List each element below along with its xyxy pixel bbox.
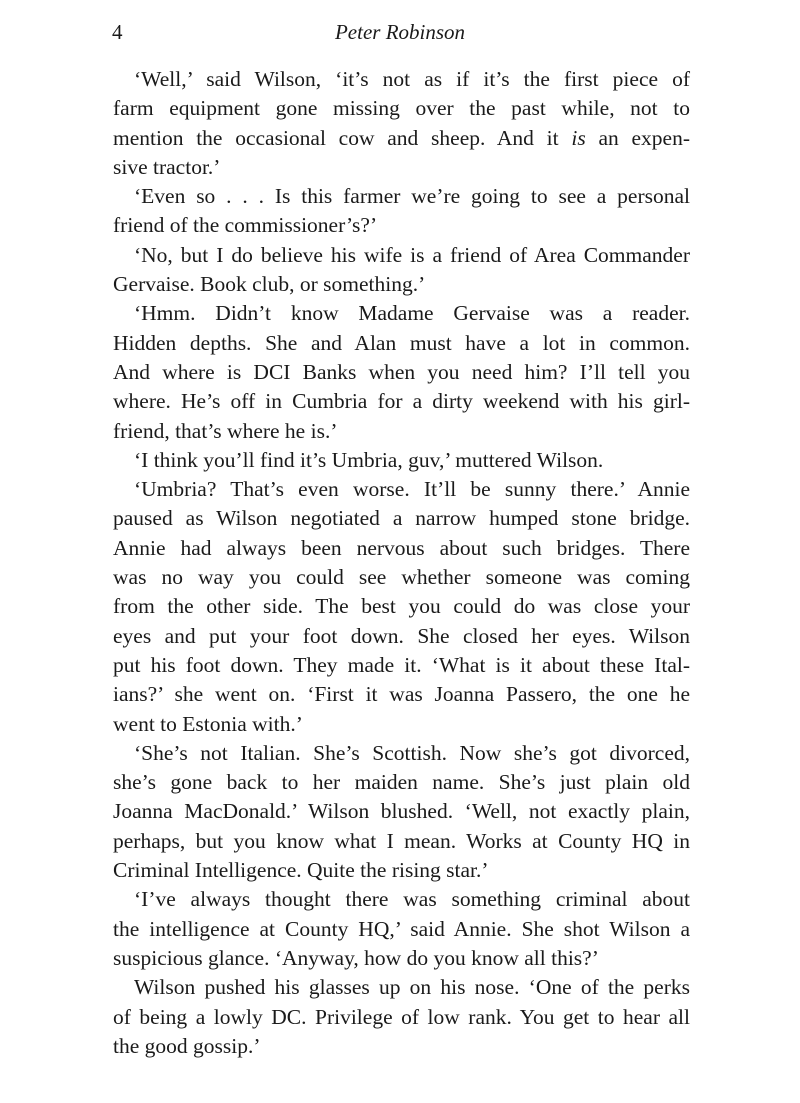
text-line: was no way you could see whether someone was coming <box>113 565 690 590</box>
text-line: the intelligence at County HQ,’ said Annie. She shot Wilson a <box>113 916 690 941</box>
text-line: Hidden depths. She and Alan must have a lot in common. <box>113 330 690 355</box>
text-line: Criminal Intelligence. Quite the rising star.’ <box>113 858 489 883</box>
text-line: where. He’s off in Cumbria for a dirty weekend with his girl- <box>113 389 690 414</box>
text-line: Gervaise. Book club, or something.’ <box>113 272 426 297</box>
text-line: the good gossip.’ <box>113 1033 261 1058</box>
text-line: ‘Even so . . . Is this farmer we’re going to see a personal <box>134 184 690 209</box>
text-line: she’s gone back to her maiden name. She’s just plain old <box>113 770 690 795</box>
text-line: ians?’ she went on. ‘First it was Joanna Passero, the one he <box>113 682 690 707</box>
text-line: Wilson pushed his glasses up on his nose. ‘One of the perks <box>134 975 690 1000</box>
text-line: put his foot down. They made it. ‘What is it about these Ital- <box>113 652 690 677</box>
text-line: ‘I think you’ll find it’s Umbria, guv,’ muttered Wilson. <box>134 447 604 472</box>
text-line <box>113 124 690 153</box>
body-text <box>113 65 690 1061</box>
text-line: friend, that’s where he is.’ <box>113 418 338 443</box>
text-line: farm equipment gone missing over the past while, not to <box>113 96 690 121</box>
text-line: ‘No, but I do believe his wife is a friend of Area Commander <box>134 242 690 267</box>
text-line: went to Estonia with.’ <box>113 711 303 736</box>
text-segment: mention the occasional cow and sheep. And it <box>113 125 572 150</box>
text-line: And where is DCI Banks when you need him? I’ll tell you <box>113 359 690 384</box>
page-number: 4 <box>112 20 123 44</box>
text-line: Annie had always been nervous about such bridges. There <box>113 535 690 560</box>
text-segment: an expen- <box>585 125 690 150</box>
text-line: ‘Well,’ said Wilson, ‘it’s not as if it’s the first piece of <box>134 67 690 91</box>
text-line: eyes and put your foot down. She closed her eyes. Wilson <box>113 623 690 648</box>
text-line: from the other side. The best you could do was close your <box>113 594 690 619</box>
text-line: perhaps, but you know what I mean. Works at County HQ in <box>113 828 690 853</box>
italic-emphasis: is <box>571 125 586 150</box>
text-line: Joanna MacDonald.’ Wilson blushed. ‘Well, not exactly plain, <box>113 799 690 824</box>
text-line: paused as Wilson negotiated a narrow humped stone bridge. <box>113 506 690 531</box>
text-line: ‘I’ve always thought there was something criminal about <box>134 887 690 912</box>
text-line: sive tractor.’ <box>113 154 221 179</box>
text-line: ‘Umbria? That’s even worse. It’ll be sunny there.’ Annie <box>134 477 690 502</box>
text-line: of being a lowly DC. Privilege of low rank. You get to hear all <box>113 1004 690 1029</box>
text-line: ‘She’s not Italian. She’s Scottish. Now she’s got divorced, <box>134 740 690 765</box>
text-line: friend of the commissioner’s?’ <box>113 213 378 238</box>
text-line: ‘Hmm. Didn’t know Madame Gervaise was a reader. <box>134 301 690 326</box>
running-head-author: Peter Robinson <box>334 20 466 44</box>
text-line: suspicious glance. ‘Anyway, how do you know all this?’ <box>113 945 599 970</box>
